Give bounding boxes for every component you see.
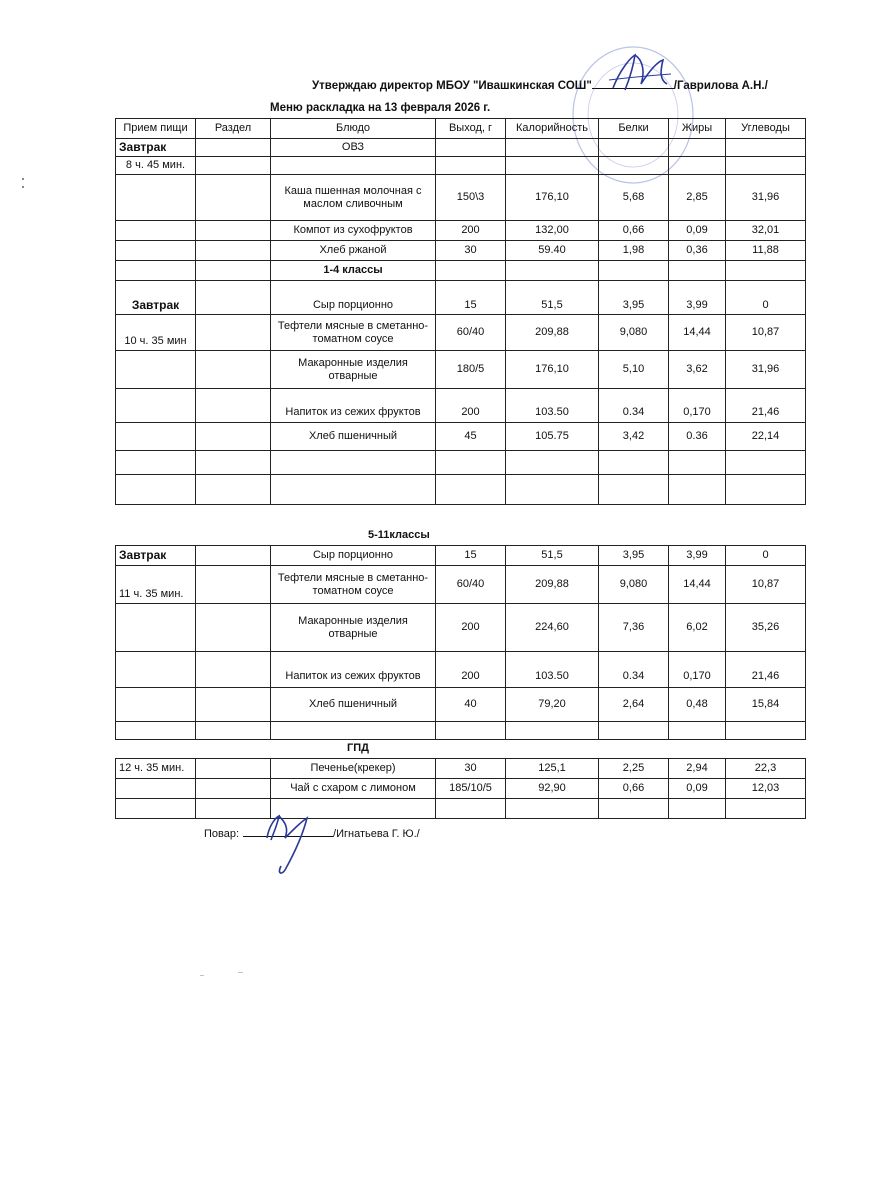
dish-name: Напиток из сежих фруктов: [271, 652, 436, 688]
dish-protein: 0.34: [599, 652, 669, 688]
dish-fat: 0,09: [669, 779, 726, 799]
dish-name: Печенье(крекер): [271, 759, 436, 779]
dish-output: 200: [436, 221, 506, 241]
table-header-row: [116, 119, 806, 139]
dish-carbs: 22,3: [726, 759, 806, 779]
dish-protein: 7,36: [599, 604, 669, 652]
dish-output: 60/40: [436, 315, 506, 351]
dish-output: 45: [436, 423, 506, 451]
dish-protein: 0,66: [599, 779, 669, 799]
menu-title: Меню раскладка на 13 февраля 2026 г.: [270, 102, 491, 114]
director-name: /Гаврилова А.Н./: [673, 80, 768, 92]
scan-mark: [200, 975, 204, 976]
dish-output: 200: [436, 389, 506, 423]
meal-time: 10 ч. 35 мин: [116, 315, 196, 351]
dish-name: Хлеб пшеничный: [271, 423, 436, 451]
dish-carbs: 0: [726, 546, 806, 566]
dish-protein: 1,98: [599, 241, 669, 261]
meal-name: Завтрак: [116, 139, 196, 157]
col-header-dish: Блюдо: [271, 119, 436, 139]
dish-output: 30: [436, 241, 506, 261]
dish-fat: 3,62: [669, 351, 726, 389]
meal-name: Завтрак: [116, 281, 196, 315]
dish-name: Сыр порционно: [271, 281, 436, 315]
cook-name: /Игнатьева Г. Ю./: [333, 828, 420, 840]
dish-output: 40: [436, 688, 506, 722]
dish-name: Чай с схаром с лимоном: [271, 779, 436, 799]
dish-output: 60/40: [436, 566, 506, 604]
table-row: [116, 652, 806, 688]
meal-time: 8 ч. 45 мин.: [116, 157, 196, 175]
table-row: [116, 281, 806, 315]
table-row-empty: [116, 722, 806, 740]
dish-kcal: 51,5: [506, 281, 599, 315]
dish-kcal: 176,10: [506, 351, 599, 389]
dish-kcal: 79,20: [506, 688, 599, 722]
dish-name: Каша пшенная молочная с маслом сливочным: [271, 175, 436, 221]
dish-name: Тефтели мясные в сметанно-томатном соусе: [271, 315, 436, 351]
dish-protein: 2,64: [599, 688, 669, 722]
dish-kcal: 176,10: [506, 175, 599, 221]
dish-output: 30: [436, 759, 506, 779]
dish-kcal: 103.50: [506, 652, 599, 688]
table-row-empty: [116, 451, 806, 475]
table-row: [116, 139, 806, 157]
dish-fat: 0.36: [669, 423, 726, 451]
dish-name: Хлеб ржаной: [271, 241, 436, 261]
dish-fat: 2,85: [669, 175, 726, 221]
dish-output: 15: [436, 281, 506, 315]
section-row-grade-1-4: [116, 261, 806, 281]
dish-protein: 3,95: [599, 546, 669, 566]
dish-carbs: 35,26: [726, 604, 806, 652]
dish-fat: 0,36: [669, 241, 726, 261]
dish-protein: 3,42: [599, 423, 669, 451]
dish-name: Макаронные изделия отварные: [271, 351, 436, 389]
dish-name: Сыр порционно: [271, 546, 436, 566]
dish-fat: 2,94: [669, 759, 726, 779]
dish-protein: 0.34: [599, 389, 669, 423]
dish-protein: 0,66: [599, 221, 669, 241]
section-label-grade-5-11: 5-11классы: [368, 529, 430, 541]
dish-kcal: 103.50: [506, 389, 599, 423]
approval-line: [312, 78, 768, 92]
dish-name: Компот из сухофруктов: [271, 221, 436, 241]
dish-carbs: 12,03: [726, 779, 806, 799]
dish-fat: 0,170: [669, 652, 726, 688]
meal-time: 11 ч. 35 мин.: [116, 566, 196, 604]
dish-kcal: 209,88: [506, 566, 599, 604]
dish-carbs: 10,87: [726, 315, 806, 351]
dish-output: 185/10/5: [436, 779, 506, 799]
dish-output: 200: [436, 604, 506, 652]
dish-carbs: 0: [726, 281, 806, 315]
dish-fat: 14,44: [669, 315, 726, 351]
scan-mark: [22, 186, 24, 188]
dish-carbs: 11,88: [726, 241, 806, 261]
dish-output: 200: [436, 652, 506, 688]
dish-carbs: 32,01: [726, 221, 806, 241]
dish-name: Напиток из сежих фруктов: [271, 389, 436, 423]
col-header-carbs: Углеводы: [726, 119, 806, 139]
table-row: [116, 566, 806, 604]
table-row: [116, 779, 806, 799]
approval-text: Утверждаю директор МБОУ "Ивашкинская СОШ": [312, 80, 592, 92]
dish-protein: 9,080: [599, 315, 669, 351]
dish-carbs: 31,96: [726, 175, 806, 221]
table-row-empty: [116, 799, 806, 819]
menu-table-main: [115, 118, 806, 505]
dish-kcal: 59.40: [506, 241, 599, 261]
dish-carbs: 31,96: [726, 351, 806, 389]
col-header-kcal: Калорийность: [506, 119, 599, 139]
menu-table-grade-5-11: [115, 545, 806, 740]
cook-signature-icon: [255, 808, 325, 880]
table-row: [116, 423, 806, 451]
table-row: [116, 759, 806, 779]
table-row: [116, 157, 806, 175]
dish-fat: 0,170: [669, 389, 726, 423]
table-row: [116, 546, 806, 566]
scan-mark: [238, 972, 243, 973]
dish-carbs: 21,46: [726, 652, 806, 688]
dish-kcal: 209,88: [506, 315, 599, 351]
dish-carbs: 22,14: [726, 423, 806, 451]
dish-output: 150\3: [436, 175, 506, 221]
table-row: [116, 315, 806, 351]
director-signature-icon: [605, 50, 675, 95]
dish-output: 180/5: [436, 351, 506, 389]
dish-carbs: 15,84: [726, 688, 806, 722]
col-header-protein: Белки: [599, 119, 669, 139]
dish-kcal: 51,5: [506, 546, 599, 566]
dish-kcal: 132,00: [506, 221, 599, 241]
dish-protein: 9,080: [599, 566, 669, 604]
table-row: [116, 241, 806, 261]
col-header-output: Выход, г: [436, 119, 506, 139]
col-header-meal: Прием пищи: [116, 119, 196, 139]
dish-kcal: 92,90: [506, 779, 599, 799]
dish-carbs: 10,87: [726, 566, 806, 604]
dish-protein: 2,25: [599, 759, 669, 779]
section-label: 1-4 классы: [271, 261, 436, 281]
scan-mark: [22, 178, 24, 180]
table-row: [116, 688, 806, 722]
col-header-fat: Жиры: [669, 119, 726, 139]
dish-fat: 0,09: [669, 221, 726, 241]
meal-name: Завтрак: [116, 546, 196, 566]
dish-fat: 3,99: [669, 546, 726, 566]
dish-protein: 3,95: [599, 281, 669, 315]
dish-fat: 3,99: [669, 281, 726, 315]
dish-name: Макаронные изделия отварные: [271, 604, 436, 652]
dish-fat: 0,48: [669, 688, 726, 722]
dish-protein: 5,10: [599, 351, 669, 389]
table-row: [116, 604, 806, 652]
table-row: [116, 175, 806, 221]
dish-name: Тефтели мясные в сметанно-томатном соусе: [271, 566, 436, 604]
col-header-section: Раздел: [196, 119, 271, 139]
section-label-gpd: ГПД: [347, 742, 369, 754]
dish-protein: 5,68: [599, 175, 669, 221]
dish-kcal: 105.75: [506, 423, 599, 451]
dish-fat: 6,02: [669, 604, 726, 652]
table-row: [116, 221, 806, 241]
table-row-empty: [116, 475, 806, 505]
table-row: [116, 389, 806, 423]
meal-time: 12 ч. 35 мин.: [116, 759, 196, 779]
dish-kcal: 125,1: [506, 759, 599, 779]
dish-carbs: 21,46: [726, 389, 806, 423]
dish-fat: 14,44: [669, 566, 726, 604]
menu-table-gpd: [115, 758, 806, 819]
table-row: [116, 351, 806, 389]
dish-kcal: 224,60: [506, 604, 599, 652]
cook-label: Повар:: [204, 828, 240, 840]
dish-output: 15: [436, 546, 506, 566]
dish-name: Хлеб пшеничный: [271, 688, 436, 722]
dish-name: ОВЗ: [271, 139, 436, 157]
